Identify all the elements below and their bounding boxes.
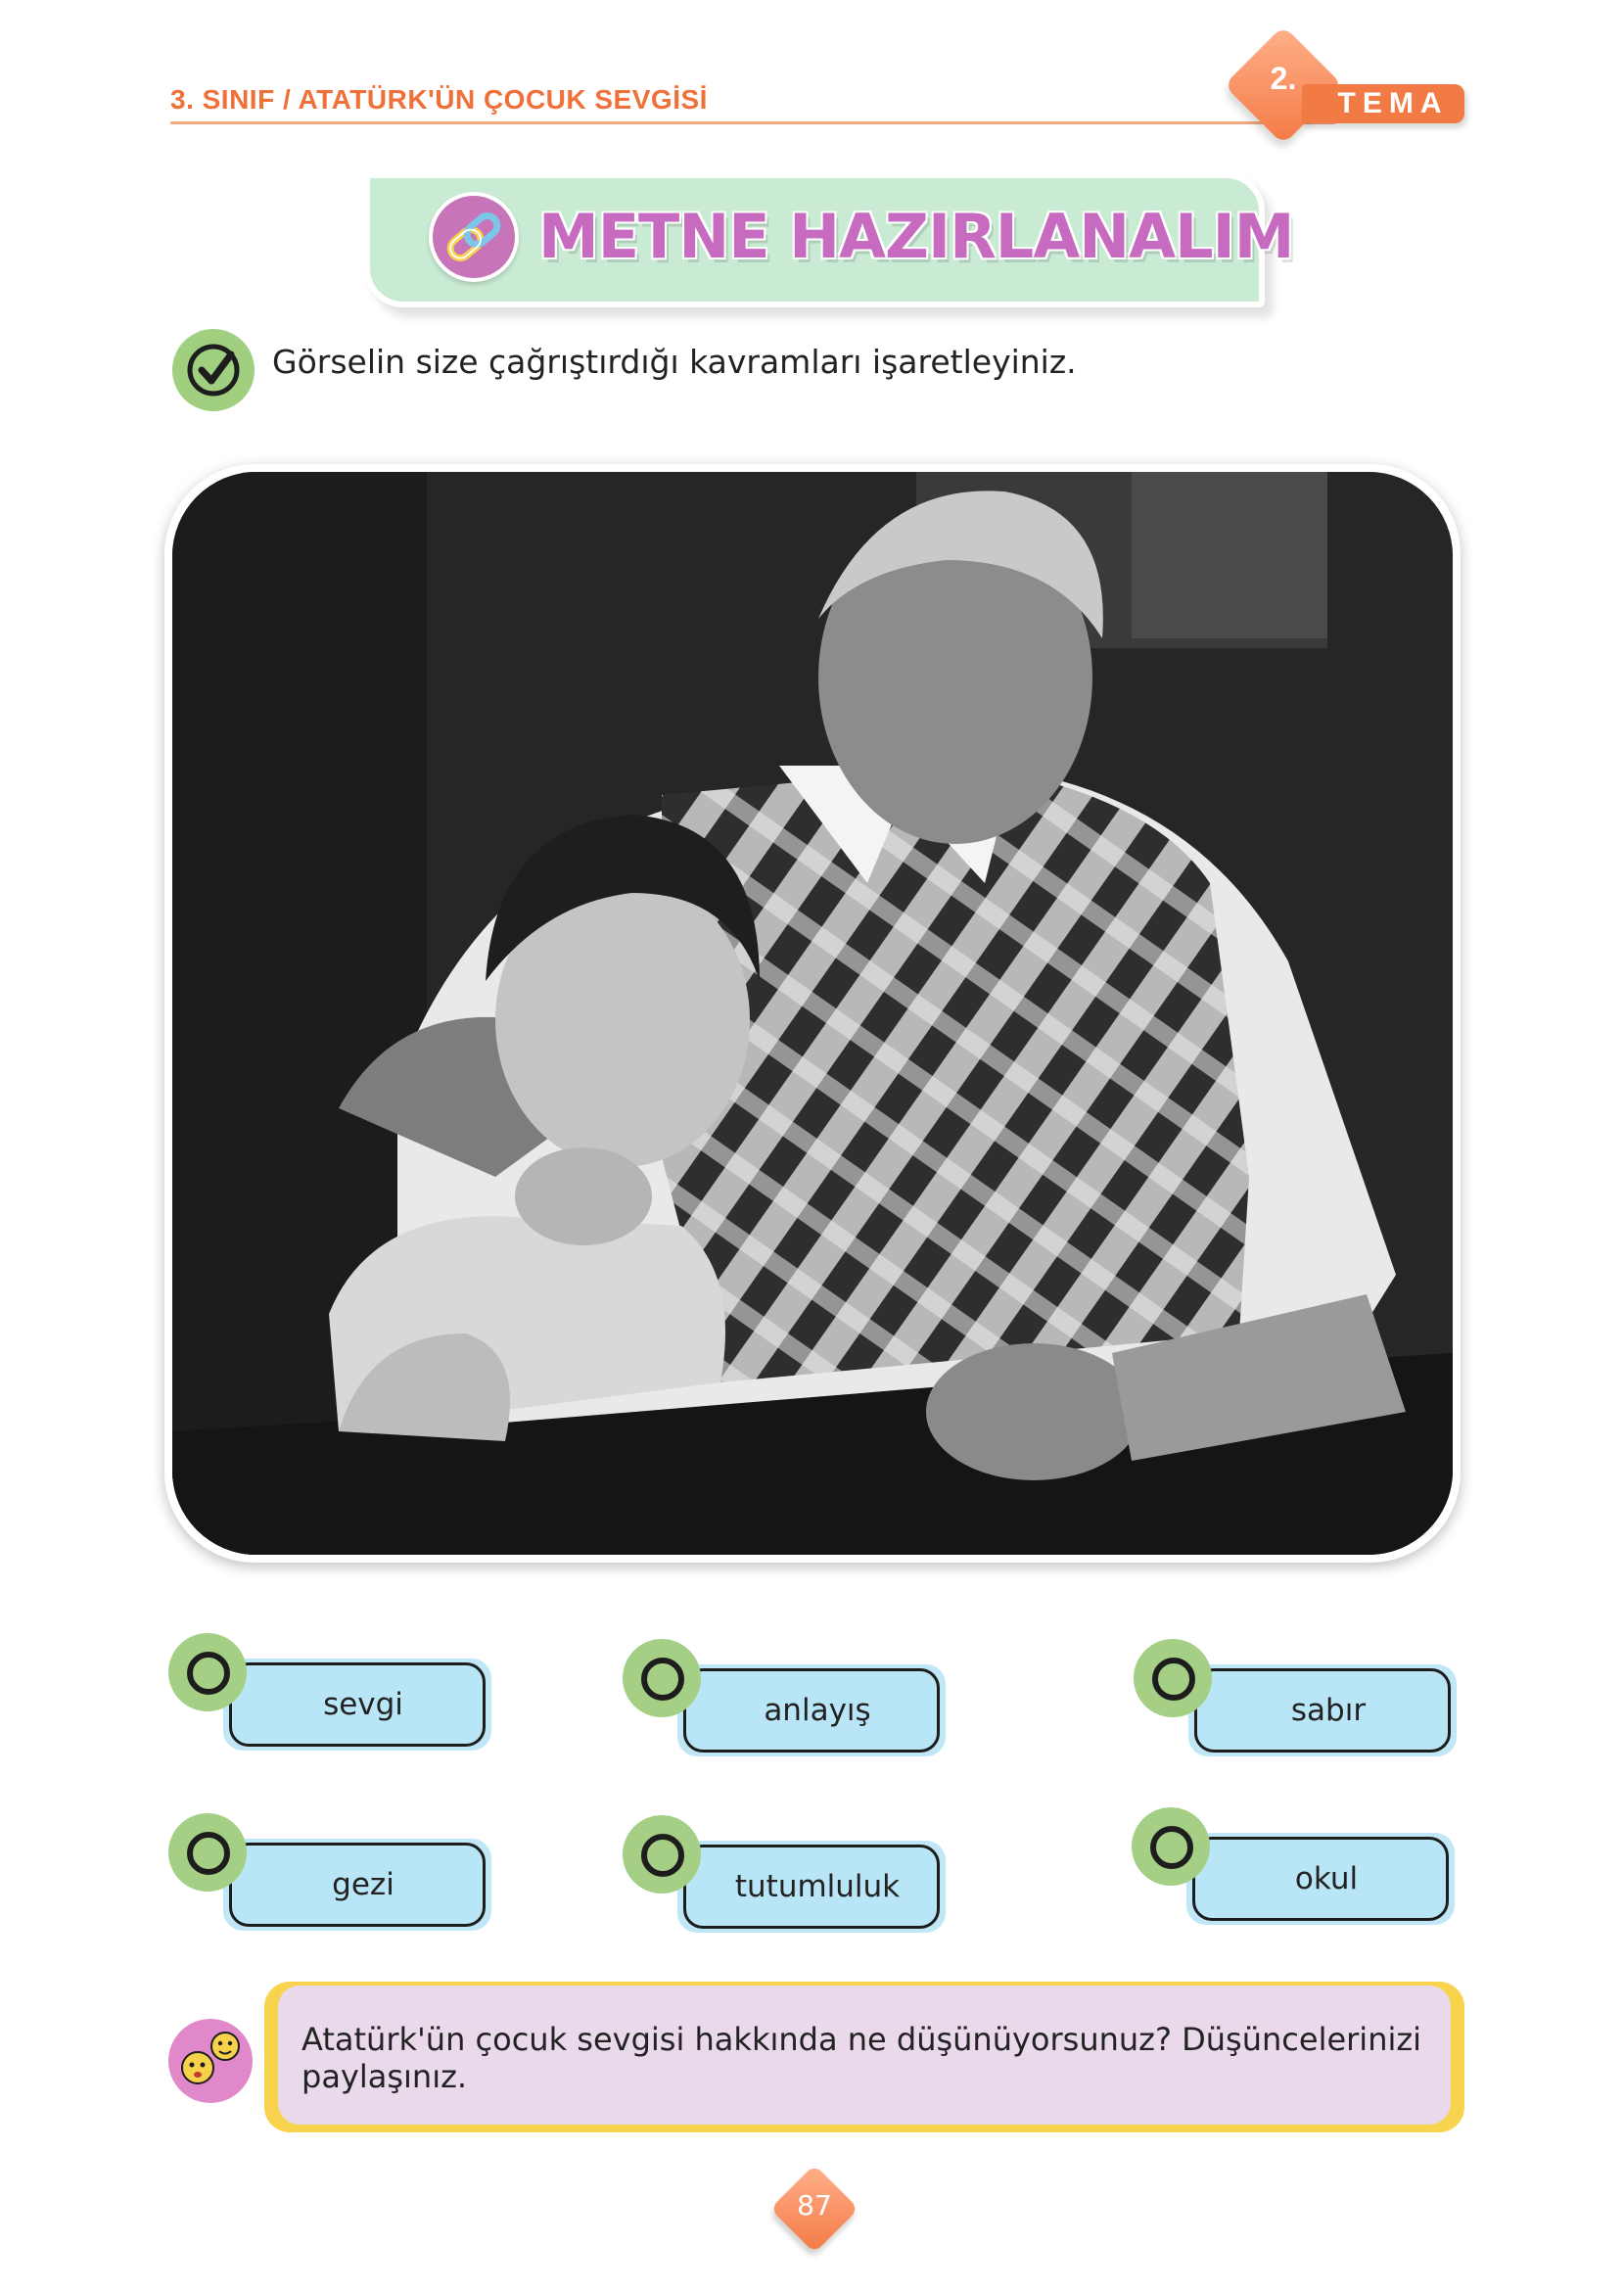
option-gezi[interactable] (168, 1813, 491, 1921)
radio-circle-icon (641, 1658, 684, 1701)
option-anlayis[interactable] (623, 1639, 946, 1747)
option-label: okul (1192, 1837, 1449, 1921)
radio-circle-icon (187, 1832, 230, 1875)
option-label: sabır (1194, 1668, 1451, 1753)
section-title: METNE HAZIRLANALIM (538, 201, 1294, 272)
option-label: anlayış (683, 1668, 940, 1753)
instruction-text: Görselin size çağrıştırdığı kavramları işaretleyiniz. (272, 343, 1077, 381)
chain-link-icon (429, 192, 519, 282)
option-radio[interactable] (168, 1633, 247, 1711)
radio-circle-icon (187, 1652, 230, 1695)
check-circle-icon (172, 329, 255, 411)
discussion-question: Atatürk'ün çocuk sevgisi hakkında ne düşünüyorsunuz? Düşüncelerinizi paylaşınız. (278, 1986, 1451, 2125)
header-divider (170, 121, 1335, 124)
radio-circle-icon (641, 1834, 684, 1877)
option-label: sevgi (229, 1662, 486, 1747)
theme-label: TEMA (1302, 84, 1464, 123)
option-radio[interactable] (1134, 1639, 1212, 1717)
option-sabir[interactable] (1134, 1639, 1457, 1747)
theme-number: 2. (1270, 61, 1297, 96)
option-tutumluluk[interactable] (623, 1815, 946, 1923)
photo (172, 472, 1453, 1555)
page-header-title: 3. SINIF / ATATÜRK'ÜN ÇOCUK SEVGİSİ (170, 84, 708, 115)
photo-frame (164, 464, 1461, 1563)
radio-circle-icon (1150, 1826, 1193, 1869)
radio-circle-icon (1152, 1658, 1195, 1701)
option-sevgi[interactable] (168, 1633, 491, 1741)
photo-illustration (172, 472, 1453, 1555)
speech-faces-icon (168, 2019, 253, 2103)
option-okul[interactable] (1132, 1807, 1455, 1915)
option-radio[interactable] (1132, 1807, 1210, 1886)
option-radio[interactable] (623, 1639, 701, 1717)
page-number: 87 (797, 2189, 832, 2221)
option-label: tutumluluk (683, 1845, 940, 1929)
option-label: gezi (229, 1843, 486, 1927)
option-radio[interactable] (168, 1813, 247, 1892)
option-radio[interactable] (623, 1815, 701, 1894)
